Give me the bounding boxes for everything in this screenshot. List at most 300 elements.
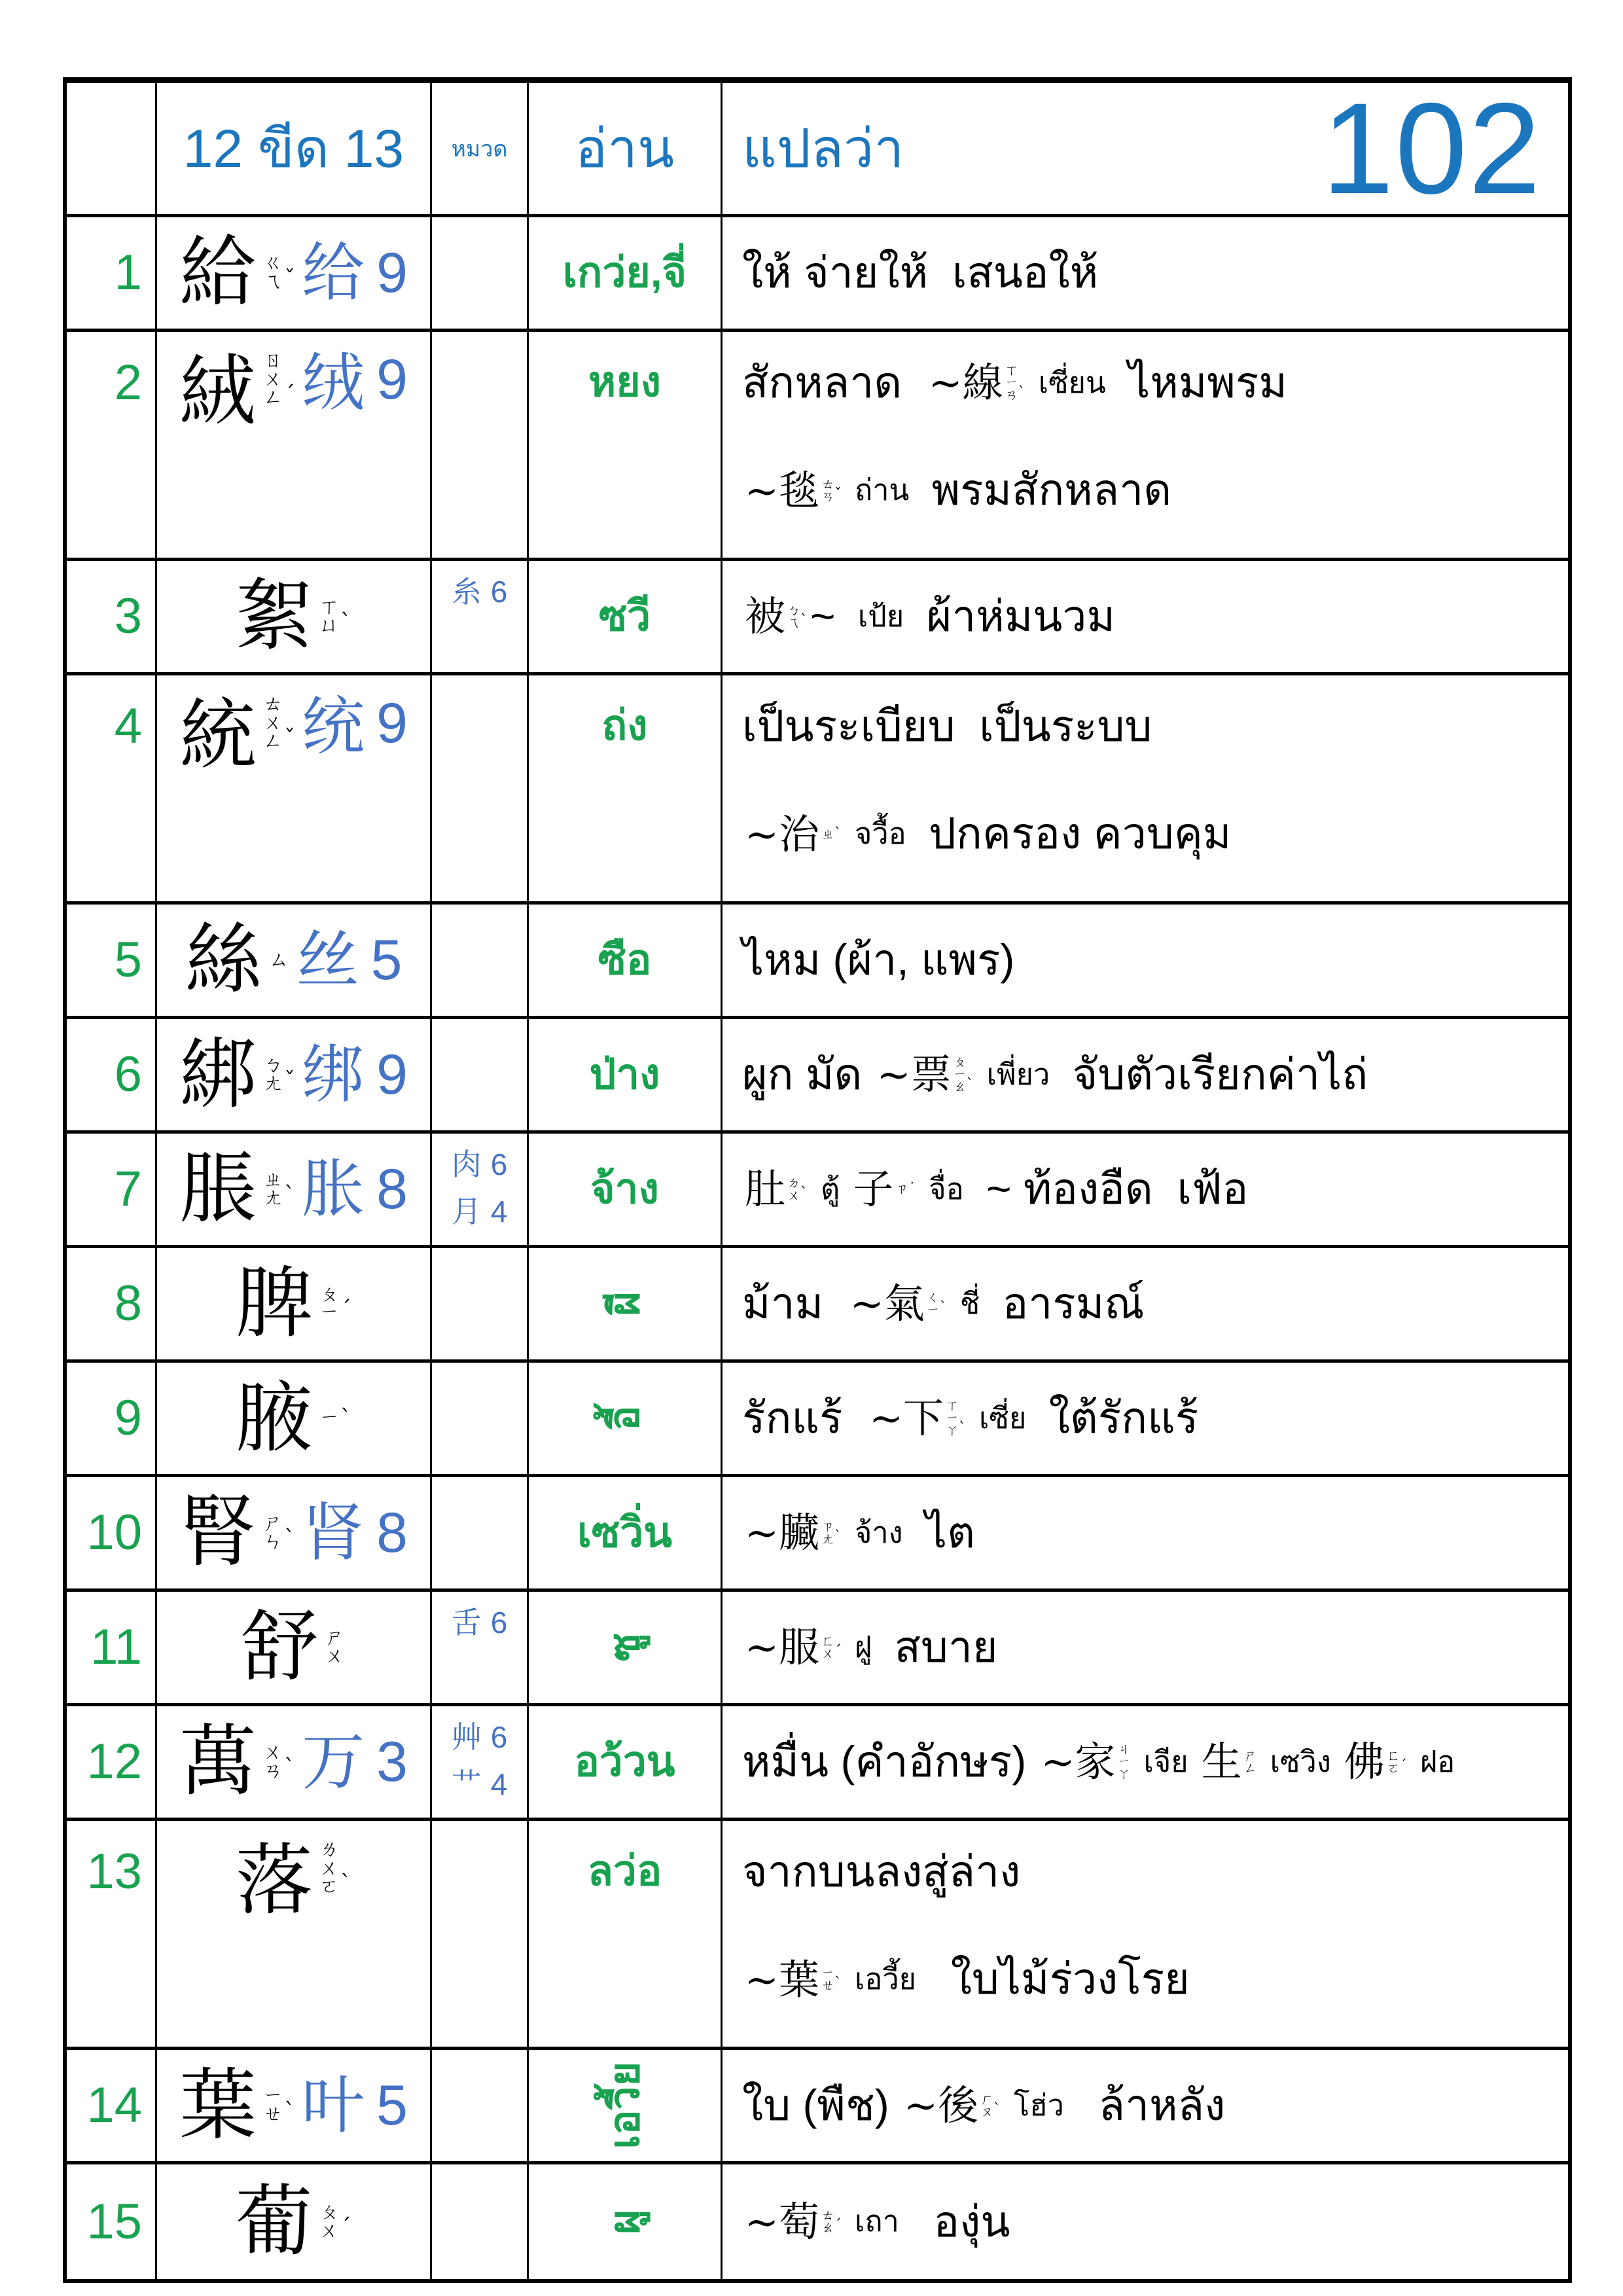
bopomofo-annotation (821, 1520, 842, 1545)
thai-pronunciation: เพี่ยว (986, 1057, 1050, 1091)
translation-line (742, 1276, 1555, 1332)
inline-chinese (745, 1165, 808, 1213)
translation-line (742, 806, 1555, 862)
bopomofo-annotation (821, 478, 842, 503)
bopomofo-stack: ㄒ ㄧ ㄚ (946, 1397, 959, 1439)
reading-cell (529, 905, 722, 1016)
thai-reading: ผี (600, 1291, 648, 1316)
bopomofo-stack: ㄑ ㄧ (926, 1289, 940, 1318)
row-number: 8 (114, 1276, 142, 1331)
table-row (67, 905, 1568, 1019)
thai-pronunciation: ชี่ (959, 1286, 980, 1320)
inline-chinese (745, 466, 842, 514)
stroke-count: 9 (376, 242, 408, 304)
thai-pronunciation: เซวิง (1270, 1744, 1331, 1778)
thai-reading: เอวี้ย (600, 2062, 648, 2149)
translation-cell (722, 2164, 1568, 2279)
table-row (67, 1248, 1568, 1363)
thai-reading: เซวิ่น (577, 1509, 672, 1556)
bopomofo-annotation (954, 1056, 974, 1093)
translation-cell (722, 332, 1568, 558)
header-stroke-group (157, 83, 432, 214)
radical-cell (432, 1477, 529, 1588)
stroke-count: 8 (376, 1501, 408, 1564)
bopomofo-annotation (1005, 364, 1026, 401)
translation-cell (722, 1821, 1568, 2047)
radical-cell (432, 1363, 529, 1474)
radical-stroke-count: 6 (490, 1147, 508, 1181)
translation-cell (722, 1363, 1568, 1474)
bopomofo-tone: ˋ (834, 1975, 842, 1992)
row-number-cell (67, 2164, 157, 2279)
radical-entry (452, 1196, 508, 1227)
bopomofo-stack: ㄆ ㄧ ㄠ (953, 1054, 967, 1095)
inline-chinese (745, 810, 842, 858)
bopomofo-tone: ˊ (284, 381, 296, 408)
bopomofo-annotation (325, 1626, 346, 1668)
chinese-character: ~萄 (745, 2197, 819, 2246)
bopomofo-annotation (319, 1840, 351, 1897)
translation-cell (722, 675, 1568, 901)
inline-chinese (1201, 1738, 1257, 1786)
bopomofo-annotation (319, 2200, 351, 2242)
bopomofo-stack: ㄅ ㄤ (263, 1053, 283, 1095)
stroke-count: 9 (376, 348, 408, 411)
thai-text: เป็นระเบียบ เป็นระบบ (742, 702, 1152, 750)
bopomofo-stack: ㄈ ㄨ (821, 1632, 834, 1661)
radical-entry (451, 1147, 508, 1182)
thai-pronunciation: จ้าง (854, 1515, 903, 1549)
bopomofo-annotation (268, 948, 290, 971)
thai-text: ~ ท้องอืด เฟ้อ (974, 1164, 1249, 1213)
thai-reading: ลว่อ (587, 1847, 662, 1894)
header-meaning-cell (722, 83, 1568, 214)
bopomofo-stack: ㄧ ㄝ (821, 1965, 834, 1994)
thai-pronunciation: โฮ่ว (1014, 2088, 1064, 2122)
meaning-column-label: แปลว่า (742, 119, 904, 179)
thai-reading: อว้วน (574, 1738, 675, 1785)
radical-cell (432, 1706, 529, 1818)
radical-character: 肉 (451, 1147, 482, 1182)
bopomofo-annotation (1387, 1749, 1407, 1774)
table-row (67, 1592, 1568, 1706)
reading-cell (529, 1134, 722, 1245)
thai-text: อารมณ์ (990, 1279, 1145, 1328)
radical-cell (432, 561, 529, 672)
reading-cell (529, 1248, 722, 1359)
table-row (67, 561, 1568, 675)
thai-reading: ป่าง (589, 1050, 660, 1098)
radical-cell (432, 1248, 529, 1359)
hanzi-cell (157, 217, 432, 329)
reading-cell (529, 1706, 722, 1818)
reading-cell (529, 1363, 722, 1474)
thai-reading: หยง (588, 358, 661, 405)
thai-text: ปกครอง ควบคุม (916, 809, 1232, 858)
translation-line (742, 1161, 1555, 1217)
row-number-cell (67, 905, 157, 1016)
chinese-character: 佛 (1344, 1738, 1385, 1786)
translation-line (742, 2077, 1555, 2134)
simplified-character: 给 (302, 236, 365, 310)
thai-text: จับตัวเรียกค่าไถ่ (1060, 1050, 1368, 1099)
bopomofo-tone: ˊ (340, 2214, 351, 2240)
bopomofo-stack: ㄨ ㄢ (263, 1740, 283, 1782)
row-number: 15 (86, 2193, 142, 2250)
bopomofo-stack: ㄐ ㄧ ㄚ (1117, 1741, 1131, 1782)
row-number: 10 (86, 1505, 142, 1560)
bopomofo-annotation (787, 601, 808, 630)
simplified-character: 胀 (302, 1153, 365, 1226)
traditional-character: 給 (179, 227, 257, 318)
traditional-character: 腎 (179, 1487, 257, 1578)
thai-pronunciation: ฝู (854, 1630, 872, 1664)
thai-reading: เกว่ย,จี่ (562, 249, 687, 296)
thai-pronunciation: เถา (854, 2204, 899, 2238)
thai-text: สักหลาด (742, 358, 926, 406)
hanzi-cell (157, 561, 432, 672)
reading-cell (529, 1477, 722, 1588)
reading-cell (529, 675, 722, 901)
bopomofo-stack: ㄗ ㄤ (821, 1518, 834, 1547)
chinese-character: ~治 (745, 810, 819, 858)
stroke-count: 9 (376, 1043, 408, 1106)
thai-text: ~ (810, 592, 847, 641)
thai-pronunciation: จวื้อ (854, 817, 906, 851)
bopomofo-tone: ˊ (340, 1296, 351, 1323)
bopomofo-tone: ˋ (834, 1528, 842, 1545)
thai-pronunciation: ฝอ (1419, 1744, 1455, 1778)
bopomofo-stack: ㄅ ㄟ (787, 601, 801, 630)
traditional-character: 葡 (235, 2176, 313, 2267)
table-row (67, 332, 1568, 561)
chinese-character: ~票 (876, 1050, 952, 1099)
radical-stroke-count: 6 (490, 1720, 508, 1754)
thai-pronunciation: จื่อ (929, 1172, 964, 1206)
stroke-count: 8 (376, 1158, 408, 1221)
inline-chinese (1041, 1738, 1131, 1786)
bopomofo-annotation (821, 2209, 842, 2234)
bopomofo-tone: ˋ (284, 1525, 296, 1552)
inline-chinese (928, 359, 1026, 407)
simplified-character: 绒 (302, 346, 365, 420)
thai-text: จากบนลงสู่ล่าง (742, 1847, 1021, 1895)
bopomofo-stack: ㄓ (821, 825, 834, 842)
inline-chinese (876, 1050, 974, 1099)
table-row (67, 2164, 1568, 2279)
thai-text: ใต้รักแร้ (1037, 1393, 1199, 1443)
bopomofo-tone: ˊ (834, 2217, 842, 2234)
reading-cell (529, 561, 722, 672)
radical-character: 月 (451, 1194, 482, 1229)
hanzi-cell (157, 1706, 432, 1818)
row-number: 5 (114, 932, 142, 988)
bopomofo-stack: ㄉ ㄨ (787, 1174, 801, 1203)
reading-cell (529, 217, 722, 329)
bopomofo-annotation (263, 351, 295, 408)
radical-cell (432, 1592, 529, 1703)
thai-reading: ผู (600, 2209, 648, 2234)
hanzi-cell (157, 332, 432, 558)
translation-line (742, 462, 1555, 518)
bopomofo-annotation (1117, 1743, 1130, 1780)
table-row (67, 1706, 1568, 1821)
row-number: 13 (86, 1844, 142, 1899)
bopomofo-annotation (927, 1291, 947, 1316)
chinese-character: ~家 (1041, 1738, 1116, 1786)
hanzi-cell (157, 1019, 432, 1130)
bopomofo-stack: ㄗ (895, 1181, 909, 1197)
radical-column-label: หมวด (451, 137, 508, 162)
bopomofo-stack: ㄈ ㄛ (1386, 1747, 1400, 1776)
chinese-character: ~氣 (849, 1280, 925, 1328)
radical-cell (432, 2050, 529, 2161)
bopomofo-annotation (319, 1282, 351, 1324)
row-number: 9 (114, 1390, 142, 1446)
traditional-character: 落 (235, 1835, 313, 1926)
simplified-character: 肾 (302, 1496, 365, 1570)
row-number-cell (67, 1019, 157, 1130)
radical-cell (432, 217, 529, 329)
bopomofo-tone: ˋ (834, 825, 842, 842)
hanzi-cell (157, 1592, 432, 1703)
radical-character: 糸 (451, 574, 482, 609)
radical-stroke-count: 6 (490, 575, 508, 609)
row-number: 4 (114, 698, 142, 754)
simplified-character: 绑 (302, 1038, 365, 1111)
bopomofo-annotation (263, 251, 296, 293)
bopomofo-annotation (821, 1967, 842, 1992)
thai-text: หมื่น (คำอักษร) (742, 1737, 1039, 1786)
header-row (67, 83, 1568, 217)
thai-text: สบาย (882, 1623, 998, 1672)
traditional-character: 舒 (241, 1602, 319, 1693)
table-row (67, 1019, 1568, 1134)
table-row (67, 1477, 1568, 1592)
table-row (67, 1821, 1568, 2050)
chinese-character: 子 (853, 1165, 894, 1213)
hanzi-cell (157, 1363, 432, 1474)
stroke-count: 3 (376, 1731, 408, 1793)
bopomofo-tone: ˋ (340, 609, 351, 636)
bopomofo-annotation (821, 826, 842, 842)
radical-stroke-count: 4 (490, 1194, 508, 1229)
bopomofo-tone: ˋ (284, 1181, 296, 1208)
simplified-character: 万 (302, 1725, 365, 1799)
translation-cell (722, 1019, 1568, 1130)
row-number-cell (67, 1477, 157, 1588)
bopomofo-tone: ˋ (1018, 385, 1026, 402)
stroke-count: 5 (370, 929, 402, 992)
radical-entry (451, 574, 508, 609)
translation-cell (722, 561, 1568, 672)
radical-cell (432, 1821, 529, 2047)
traditional-character: 萬 (179, 1716, 257, 1807)
bopomofo-stack: ㄙ (268, 948, 289, 971)
chinese-character: 生 (1201, 1738, 1242, 1786)
radical-cell (432, 675, 529, 901)
bopomofo-tone: ˋ (340, 1870, 351, 1897)
table-row (67, 2050, 1568, 2164)
chinese-character: ~臟 (745, 1509, 819, 1557)
bopomofo-tone: ˋ (966, 1077, 974, 1094)
table-row (67, 1134, 1568, 1248)
stroke-group-title: 12 ขีด 13 (183, 119, 404, 179)
bopomofo-stack: ㄕ ㄥ (1243, 1747, 1257, 1776)
hanzi-cell (157, 905, 432, 1016)
bopomofo-annotation (319, 1405, 351, 1431)
translation-line (742, 1619, 1555, 1676)
thai-text: ล้าหลัง (1074, 2081, 1226, 2130)
chinese-character: ~毯 (745, 466, 819, 514)
hanzi-cell (157, 2164, 432, 2279)
bopomofo-stack: ㄓ ㄤ (263, 1168, 283, 1210)
chinese-character: 肚 (745, 1165, 786, 1213)
bopomofo-tone: ˋ (284, 2098, 296, 2125)
row-number: 11 (90, 1619, 142, 1675)
traditional-character: 綁 (179, 1029, 257, 1120)
bopomofo-stack: ㄒ ㄩ (319, 595, 339, 637)
reading-cell (529, 1019, 722, 1130)
dictionary-table (63, 77, 1572, 2283)
thai-text: ผ้าห่มนวม (914, 592, 1115, 641)
bopomofo-tone: ˇ (284, 1067, 296, 1094)
traditional-character: 脹 (179, 1143, 257, 1234)
radical-character: 艹 (451, 1767, 482, 1802)
chinese-character: ~線 (928, 359, 1003, 407)
chinese-character: ~後 (904, 2081, 979, 2130)
row-number-cell (67, 2050, 157, 2161)
rows-container (67, 217, 1568, 2279)
bopomofo-annotation (946, 1399, 966, 1437)
row-number-cell (67, 1592, 157, 1703)
translation-cell (722, 1134, 1568, 1245)
radical-cell (432, 2164, 529, 2279)
reading-cell (529, 1592, 722, 1703)
reading-cell (529, 2164, 722, 2279)
thai-pronunciation: ถ่าน (854, 473, 910, 507)
translation-line (742, 355, 1555, 411)
thai-text: ไหม (ผ้า, แพร) (742, 935, 1015, 984)
traditional-character: 葉 (179, 2060, 257, 2151)
bopomofo-stack: ㄕ ㄨ (325, 1626, 345, 1668)
thai-reading: ซวี (598, 592, 651, 640)
translation-line (742, 1844, 1555, 1900)
bopomofo-tone: ˇ (834, 486, 842, 503)
row-number-cell (67, 1821, 157, 2047)
bopomofo-stack: ㄧ ㄝ (263, 2084, 283, 2126)
row-number-cell (67, 1134, 157, 1245)
radical-stroke-count: 6 (490, 1605, 508, 1640)
translation-cell (722, 1477, 1568, 1588)
radical-entry (451, 1719, 508, 1755)
bopomofo-tone: ˋ (284, 1754, 296, 1781)
bopomofo-annotation (787, 1174, 808, 1203)
header-radical-cell (432, 83, 529, 214)
header-reading-cell (529, 83, 722, 214)
translation-line (742, 698, 1555, 755)
chinese-character: ~葉 (745, 1955, 819, 2003)
row-number: 1 (114, 245, 142, 300)
reading-column-label: อ่าน (575, 119, 675, 179)
bopomofo-tone: ˊ (1399, 1757, 1407, 1774)
bopomofo-tone: ˇ (284, 265, 296, 292)
thai-text: องุ่น (909, 2197, 1010, 2246)
hanzi-cell (157, 1134, 432, 1245)
radical-character: 舌 (451, 1605, 482, 1640)
thai-text: ไต (913, 1508, 975, 1557)
row-number: 6 (114, 1047, 142, 1102)
hanzi-cell (157, 1821, 432, 2047)
radical-cell (432, 332, 529, 558)
traditional-character: 統 (179, 690, 257, 780)
translation-line (742, 1047, 1555, 1103)
row-number-cell (67, 561, 157, 672)
bopomofo-tone: ˋ (340, 1405, 351, 1431)
translation-cell (722, 1592, 1568, 1703)
bopomofo-tone: ˊ (834, 1643, 842, 1660)
row-number: 7 (114, 1161, 142, 1217)
bopomofo-tone: ˇ (284, 725, 296, 751)
row-number-cell (67, 1248, 157, 1359)
thai-reading: อี้ (600, 1405, 648, 1431)
radical-entry (452, 1607, 508, 1638)
row-number: 2 (114, 355, 142, 410)
thai-pronunciation: ตู้ (821, 1172, 840, 1206)
radical-character: 艸 (451, 1719, 482, 1755)
bopomofo-annotation (263, 2084, 296, 2126)
translation-line (742, 1390, 1555, 1446)
inline-chinese (745, 1623, 842, 1672)
translation-cell (722, 217, 1568, 329)
inline-chinese (869, 1394, 967, 1443)
bopomofo-stack: ㄕ ㄣ (263, 1511, 283, 1553)
table-row (67, 1363, 1568, 1477)
row-number-cell (67, 332, 157, 558)
bopomofo-tone: ˋ (939, 1299, 947, 1316)
inline-chinese (853, 1165, 916, 1213)
thai-text: ม้าม (742, 1279, 847, 1328)
inline-chinese (745, 592, 808, 641)
radical-stroke-count: 4 (490, 1767, 508, 1801)
row-number-cell (67, 1706, 157, 1818)
bopomofo-annotation (263, 1053, 296, 1095)
bopomofo-stack: ㄍ ㄟ (263, 251, 283, 293)
translation-line (742, 1951, 1555, 2007)
translation-cell (722, 2050, 1568, 2161)
row-number: 3 (114, 588, 142, 644)
inline-chinese (904, 2081, 1001, 2130)
chinese-character: ~服 (745, 1623, 819, 1672)
bopomofo-tone: ˋ (800, 612, 808, 629)
reading-cell (529, 1821, 722, 2047)
thai-text: ใบไม้ร่วงโรย (927, 1954, 1190, 2003)
row-number: 12 (86, 1734, 142, 1789)
inline-chinese (745, 1955, 842, 2003)
simplified-character: 叶 (302, 2069, 365, 2142)
thai-text: ใบ (พืช) (742, 2081, 902, 2130)
bopomofo-tone: ˋ (800, 1185, 808, 1202)
bopomofo-tone: ˋ (959, 1420, 967, 1437)
stroke-count: 9 (376, 692, 408, 755)
bopomofo-stack: ㄆ ㄨ (319, 2200, 339, 2242)
chinese-character: 被 (745, 592, 786, 641)
reading-cell (529, 332, 722, 558)
traditional-character: 腋 (235, 1372, 313, 1463)
translation-cell (722, 1248, 1568, 1359)
bopomofo-stack: ㄖ ㄨ ㄥ (263, 349, 283, 409)
bopomofo-stack: ㄏ ㄡ (980, 2090, 994, 2119)
